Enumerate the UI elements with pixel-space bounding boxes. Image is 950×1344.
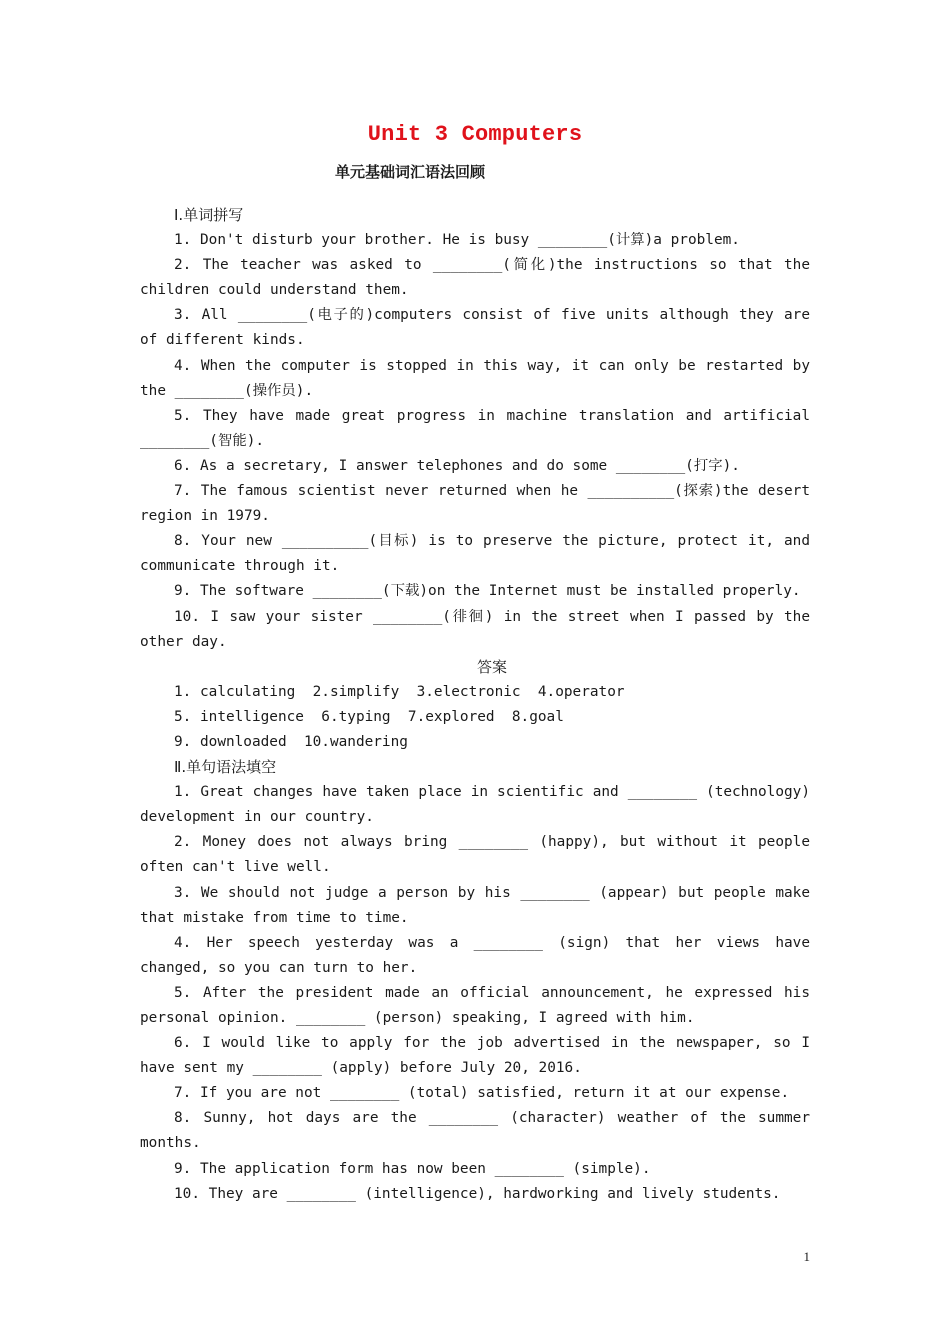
grammar-item: 9. The application form has now been ________ (simple). (174, 1160, 651, 1177)
spelling-item: 4. When the computer is stopped in this way, it can only be restarted by the ________(操作员). (140, 357, 810, 399)
grammar-item: 4. Her speech yesterday was a ________ (sign) that her views have changed, so you can turn to her. (140, 934, 810, 976)
grammar-item: 5. After the president made an official announcement, he expressed his personal opinion. ________ (person) speaking, I agreed with him. (140, 984, 810, 1026)
spelling-item: 5. They have made great progress in machine translation and artificial ________(智能). (140, 407, 810, 449)
grammar-item: 8. Sunny, hot days are the ________ (character) weather of the summer months. (140, 1110, 810, 1152)
section-heading-grammar: Ⅱ.单句语法填空 (174, 758, 277, 777)
page-number: 1 (803, 1249, 810, 1264)
answer-line: 1. calculating 2.simplify 3.electronic 4.operator (174, 683, 625, 700)
grammar-item: 6. I would like to apply for the job advertised in the newspaper, so I have sent my ________ (apply) before July 20, 2016. (140, 1035, 810, 1077)
answer-label: 答案 (476, 657, 507, 676)
document-title: Unit 3 Computers (367, 122, 583, 147)
grammar-item: 7. If you are not ________ (total) satisfied, return it at our expense. (174, 1085, 790, 1102)
spelling-item: 9. The software ________(下载)on the Internet must be installed properly. (174, 583, 801, 600)
grammar-item: 1. Great changes have taken place in scientific and ________ (technology) development in our country. (140, 784, 810, 826)
grammar-item: 3. We should not judge a person by his ________ (appear) but people make that mistake from time to time. (140, 884, 810, 926)
spelling-item: 7. The famous scientist never returned when he __________(探索)the desert region in 1979. (140, 483, 810, 525)
answer-line: 5. intelligence 6.typing 7.explored 8.goal (174, 708, 564, 725)
document-subtitle: 单元基础词汇语法回顾 (334, 163, 485, 181)
section-heading-spelling: Ⅰ.单词拼写 (174, 206, 244, 224)
answer-line: 9. downloaded 10.wandering (174, 733, 408, 750)
spelling-item: 10. I saw your sister ________(徘徊) in the street when I passed by the other day. (140, 608, 810, 650)
grammar-item: 2. Money does not always bring ________ (happy), but without it people often can't live well. (140, 834, 810, 876)
spelling-item: 6. As a secretary, I answer telephones and do some ________(打字). (174, 457, 740, 474)
spelling-item: 2. The teacher was asked to ________(简化)the instructions so that the children could understand them. (140, 257, 810, 299)
document-body (140, 203, 810, 1207)
grammar-item: 10. They are ________ (intelligence), hardworking and lively students. (174, 1185, 781, 1202)
spelling-item: 3. All ________(电子的)computers consist of five units although they are of different kinds. (140, 307, 810, 349)
spelling-item: 8. Your new __________(目标) is to preserve the picture, protect it, and communicate through it. (140, 533, 810, 575)
spelling-item: 1. Don't disturb your brother. He is busy ________(计算)a problem. (174, 232, 740, 249)
